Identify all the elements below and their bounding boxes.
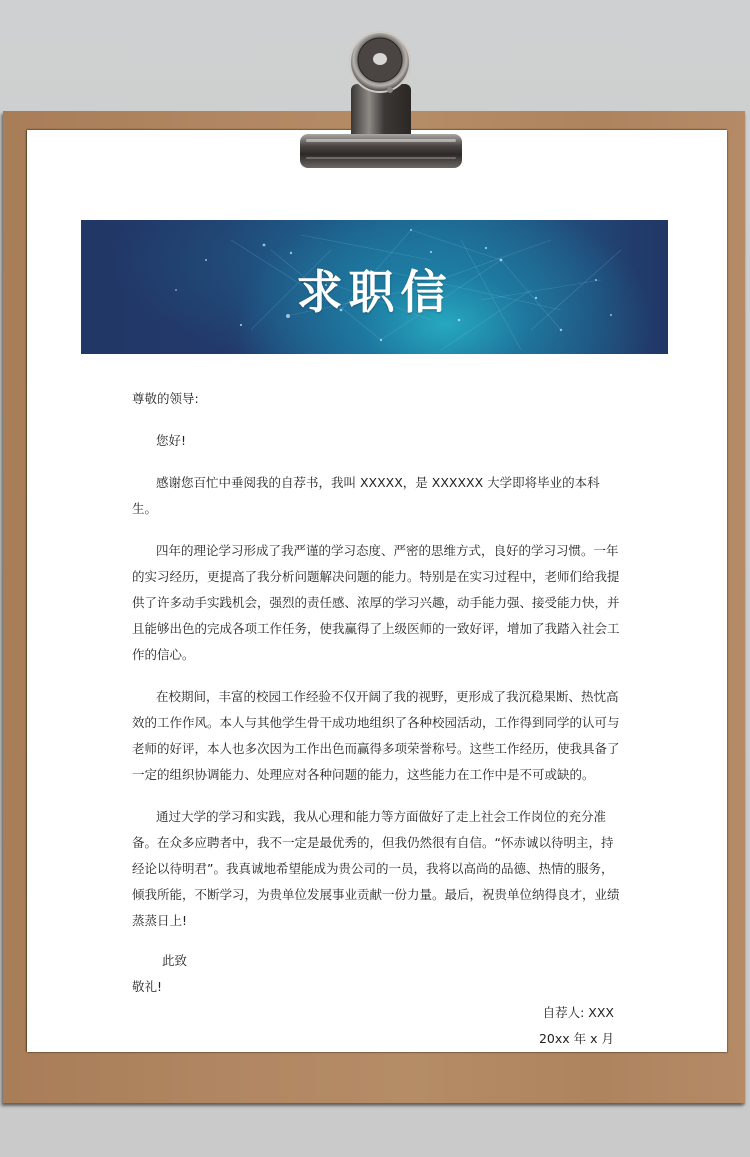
binder-clip-icon <box>296 26 462 170</box>
greeting: 您好! <box>156 433 187 448</box>
page-title: 求职信 <box>296 265 453 319</box>
signature: 自荐人: XXX <box>542 1005 614 1020</box>
salutation: 尊敬的领导: <box>132 391 199 406</box>
paragraph-intro: 感谢您百忙中垂阅我的自荐书，我叫 XXXXX，是 XXXXXX 大学即将毕业的本科生。 <box>132 475 600 516</box>
paragraph-study: 四年的理论学习形成了我严谨的学习态度、严密的思维方式，良好的学习习惯。一年的实习经历，更提高了我分析问题解决问题的能力。特别是在实习过程中，老师们给我提供了许多动手实践机会，强烈的责任感、浓厚的学习兴趣，动手能力强、接受能力快，并且能够出色的完成各项工作任务，使我赢得了上级医师的一致好评，增加了我踏入社会工作的信心。 <box>132 543 620 662</box>
paragraph-conclusion: 通过大学的学习和实践，我从心理和能力等方面做好了走上社会工作岗位的充分准备。在众多应聘者中，我不一定是最优秀的，但我仍然很有自信。“怀赤诚以待明主，持经论以待明君”。我真诚地希望能成为贵公司的一员，我将以高尚的品德、热情的服务，倾我所能，不断学习，为贵单位发展事业贡献一份力量。最后，祝贵单位纳得良才，业绩蒸蒸日上! <box>132 809 620 928</box>
closing-line-2: 敬礼! <box>132 979 163 994</box>
date: 20xx 年 x 月 <box>538 1031 614 1046</box>
header-banner <box>81 220 668 354</box>
cover-letter-body <box>132 386 622 1052</box>
paragraph-campus: 在校期间，丰富的校园工作经验不仅开阔了我的视野，更形成了我沉稳果断、热忱高效的工作作风。本人与其他学生骨干成功地组织了各种校园活动，工作得到同学的认可与老师的好评，本人也多次因为工作出色而赢得多项荣誉称号。这些工作经历，使我具备了一定的组织协调能力、处理应对各种问题的能力，这些能力在工作中是不可或缺的。 <box>132 689 620 782</box>
closing-line-1: 此致 <box>162 953 188 968</box>
